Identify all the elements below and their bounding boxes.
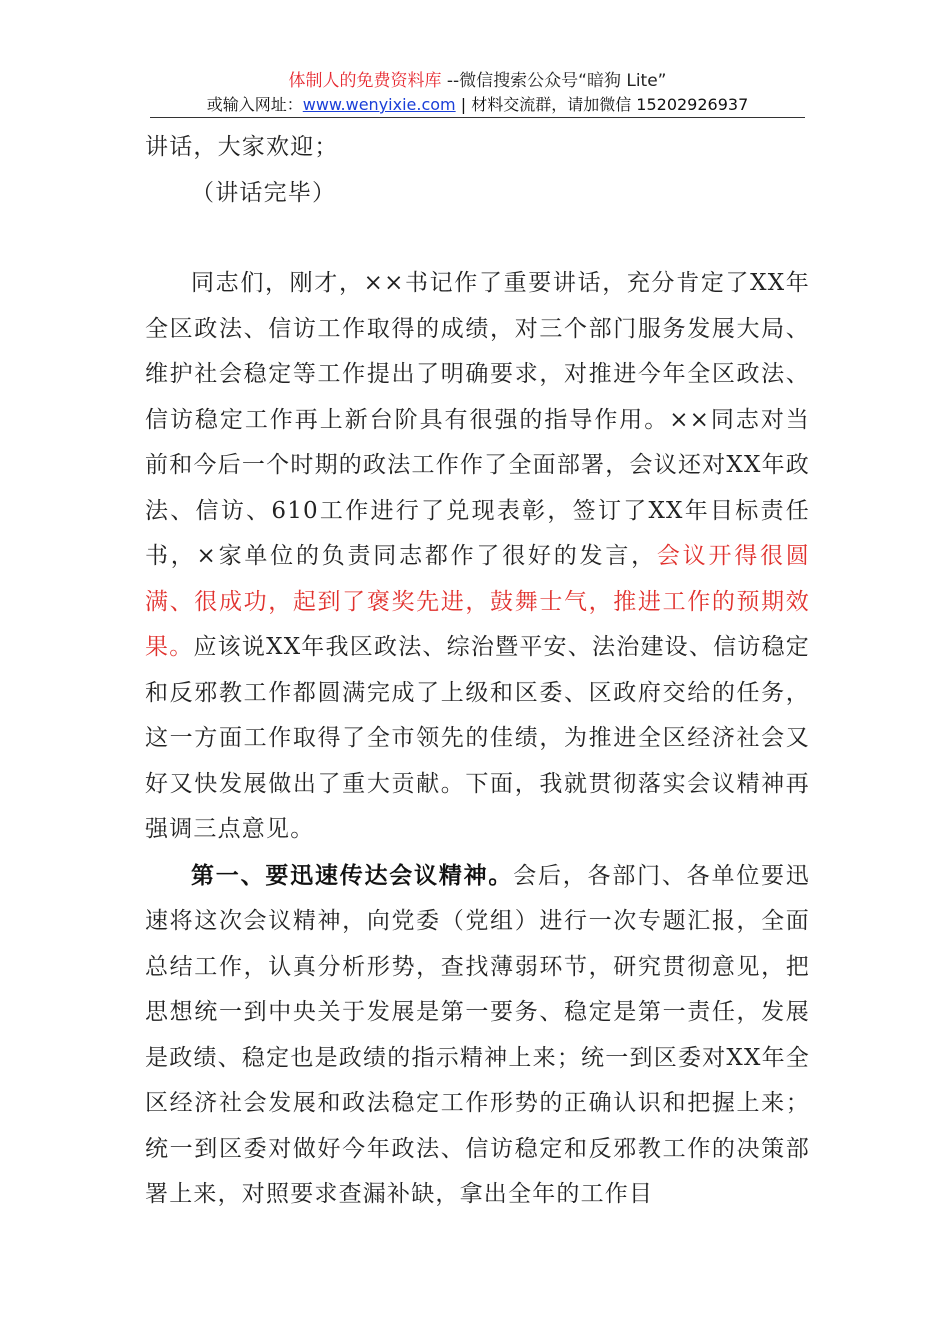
paragraph-1-highlight: 会议开得很圆满、很成功，起到了褒奖先进，鼓舞士气，推进工作的预期效果。 <box>145 543 810 660</box>
header-url-link[interactable]: www.wenyixie.com <box>302 95 456 114</box>
header-line-1 <box>150 70 805 92</box>
paragraph-2-text: 会后，各部门、各单位要迅速将这次会议精神，向党委（党组）进行一次专题汇报，全面总结工作，认真分析形势，查找薄弱环节，研究贯彻意见，把思想统一到中央关于发展是第一要务、稳定是第一责任，发展是政绩、稳定也是政绩的指示精神上来；统一到区委对XX年全区经济社会发展和政法稳定工作形势的正确认识和把握上来；统一到区委对做好今年政法、信访稳定和反邪教工作的决策部署上来，对照要求查漏补缺，拿出全年的工作目 <box>145 862 810 1207</box>
paragraph-2-heading: 第一、要迅速传达会议精神。 <box>191 861 514 889</box>
text-line-1: 讲话，大家欢迎； <box>145 134 339 160</box>
header-tagline: --微信搜索公众号“暗狗 Lite” <box>441 71 667 91</box>
header-brand: 体制人的免费资料库 <box>288 71 442 91</box>
paragraph-gap <box>145 216 810 261</box>
paragraph-2 <box>145 853 810 1218</box>
paragraph-1-text-a: 同志们，刚才，××书记作了重要讲话，充分肯定了XX年全区政法、信访工作取得的成绩，对三个部门服务发展大局、维护社会稳定等工作提出了明确要求，对推进今年全区政法、信访稳定工作再上新台阶具有很强的指导作用。××同志对当前和今后一个时期的政法工作作了全面部署，会议还对XX年政法、信访、610工作进行了兑现表彰，签订了XX年目标责任书，×家单位的负责同志都作了很好的发言， <box>145 270 810 569</box>
page-header <box>150 70 805 116</box>
header-divider <box>150 117 805 118</box>
header-line-2 <box>150 94 805 116</box>
header-url-prefix: 或输入网址： <box>206 95 303 114</box>
document-body <box>145 125 810 1218</box>
header-url-suffix: | 材料交流群，请加微信 15202926937 <box>455 95 749 114</box>
text-line-2: （讲话完毕） <box>191 179 337 206</box>
paragraph-1 <box>145 261 810 853</box>
paragraph-1-text-b: 应该说XX年我区政法、综治暨平安、法治建设、信访稳定和反邪教工作都圆满完成了上级和区委、区政府交给的任务，这一方面工作取得了全市领先的佳绩，为推进全区经济社会又好又快发展做出了重大贡献。下面，我就贯彻落实会议精神再强调三点意见。 <box>145 634 810 842</box>
